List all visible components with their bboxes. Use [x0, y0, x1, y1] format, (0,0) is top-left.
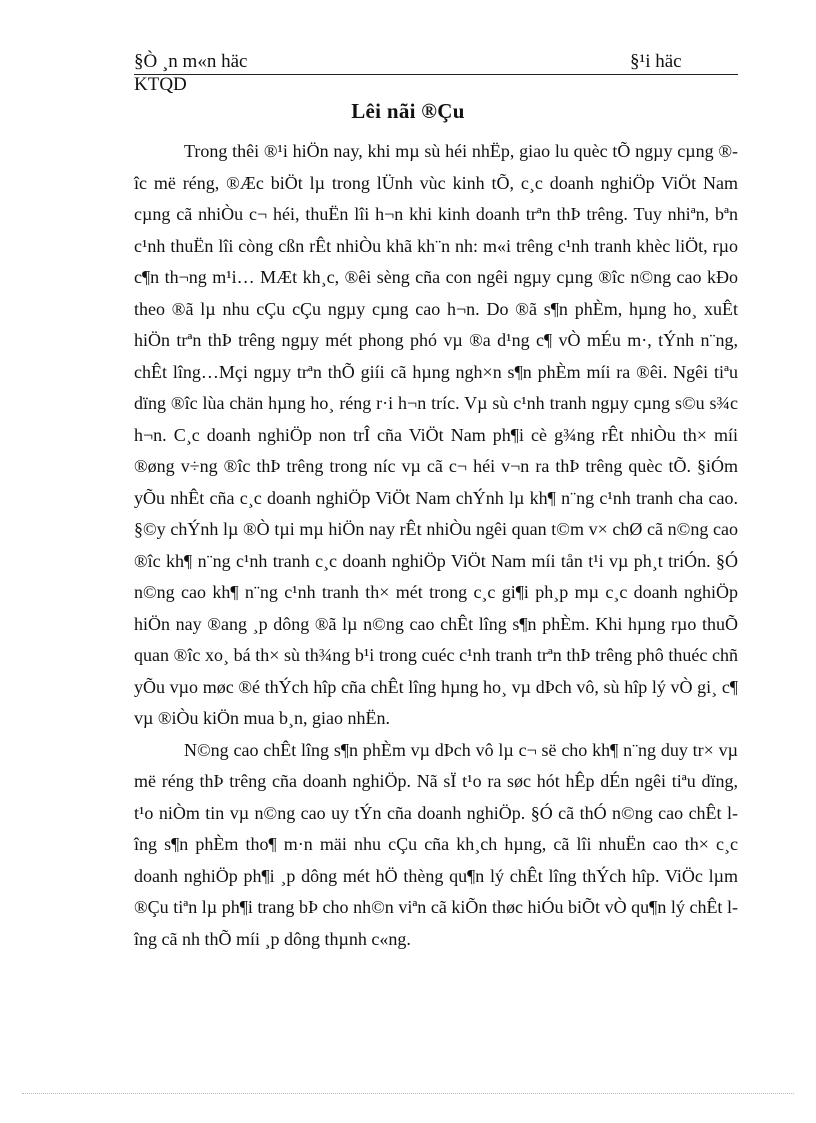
- paragraph-1: Trong thêi ®¹i hiÖn nay, khi mµ sù héi nhËp, giao lu quèc tÕ ngµy cµng ®îc më réng, ®Æc biÖt lµ trong lÜnh vùc kinh tÕ, c¸c doanh nghiÖp ViÖt Nam cµng cã nhiÒu c¬ héi, thuËn lîi h¬n khi kinh doanh trªn thÞ trêng. Tuy nhiªn, bªn c¹nh thuËn lîi còng cßn rÊt nhiÒu khã kh¨n nh: m«i trêng c¹nh tranh khèc liÖt, rµo c¶n th¬ng m¹i… MÆt kh¸c, ®êi sèng cña con ngêi ngµy cµng ®îc n©ng cao kÐo theo ®ã lµ nhu cÇu cÇu ngµy cµng cao h¬n. Do ®ã s¶n phÈm, hµng ho¸ xuÊt hiÖn trªn thÞ trêng ngµy mét phong phó vµ ®a d¹ng c¶ vÒ mÉu m·, tÝnh n¨ng, chÊt lîng…Mçi ngµy trªn thÕ giíi cã hµng ngh×n s¶n phÈm míi ra ®êi. Ngêi tiªu dïng ®îc lùa chän hµng ho¸ réng r·i h¬n tríc. Vµ sù c¹nh tranh ngµy cµng s©u s¾c h¬n. C¸c doanh nghiÖp non trÎ cña ViÖt Nam ph¶i cè g¾ng rÊt nhiÒu th× míi ®øng v÷ng ®îc thÞ trêng trong níc vµ cã c¬ héi v¬n ra thÞ trêng quèc tÕ. §iÓm yÕu nhÊt cña c¸c doanh nghiÖp ViÖt Nam chÝnh lµ kh¶ n¨ng c¹nh tranh cha cao. §©y chÝnh lµ ®Ò tµi mµ hiÖn nay rÊt nhiÒu ngêi quan t©m v× chØ cã n©ng cao ®îc kh¶ n¨ng c¹nh tranh c¸c doanh nghiÖp ViÖt Nam míi tån t¹i vµ ph¸t triÓn. §Ó n©ng cao kh¶ n¨ng c¹nh tranh th× mét trong c¸c gi¶i ph¸p mµ c¸c doanh nghiÖp hiÖn nay ®ang ¸p dông ®ã lµ n©ng cao chÊt lîng s¶n phÈm. Khi hµng rµo thuÕ quan ®îc xo¸ bá th× sù th¾ng b¹i trong cuéc c¹nh tranh trªn thÞ trêng phô thuéc chñ yÕu vµo møc ®é thÝch hîp cña chÊt lîng hµng ho¸ vµ dÞch vô, sù hîp lý vÒ gi¸ c¶ vµ ®iÒu kiÖn mua b¸n, giao nhËn.: [134, 141, 738, 728]
- page-header: [134, 50, 738, 75]
- header-right-text: §¹i häc: [630, 51, 682, 72]
- paragraph-2: N©ng cao chÊt lîng s¶n phÈm vµ dÞch vô lµ c¬ së cho kh¶ n¨ng duy tr× vµ më réng thÞ trêng cña doanh nghiÖp. Nã sÏ t¹o ra søc hót hÊp dÉn ngêi tiªu dïng, t¹o niÒm tin vµ n©ng cao uy tÝn cña doanh nghiÖp. §Ó cã thÓ n©ng cao chÊt lîng s¶n phÈm tho¶ m·n mäi nhu cÇu cña kh¸ch hµng, cã lîi nhuËn cao th× c¸c doanh nghiÖp ph¶i ¸p dông mét hÖ thèng qu¶n lý chÊt lîng thÝch hîp. ViÖc lµm ®Çu tiªn lµ ph¶i trang bÞ cho nh©n viªn cã kiÕn thøc hiÓu biÕt vÒ qu¶n lý chÊt lîng cã nh thÕ míi ¸p dông thµnh c«ng.: [134, 739, 738, 949]
- header-continuation-text: KTQD: [134, 74, 187, 95]
- page-title: Lêi nãi ®Çu: [351, 99, 465, 123]
- body-text: [134, 136, 738, 955]
- header-left-text: §Ò ¸n m«n häc: [134, 51, 248, 72]
- footer-divider: [22, 1093, 794, 1094]
